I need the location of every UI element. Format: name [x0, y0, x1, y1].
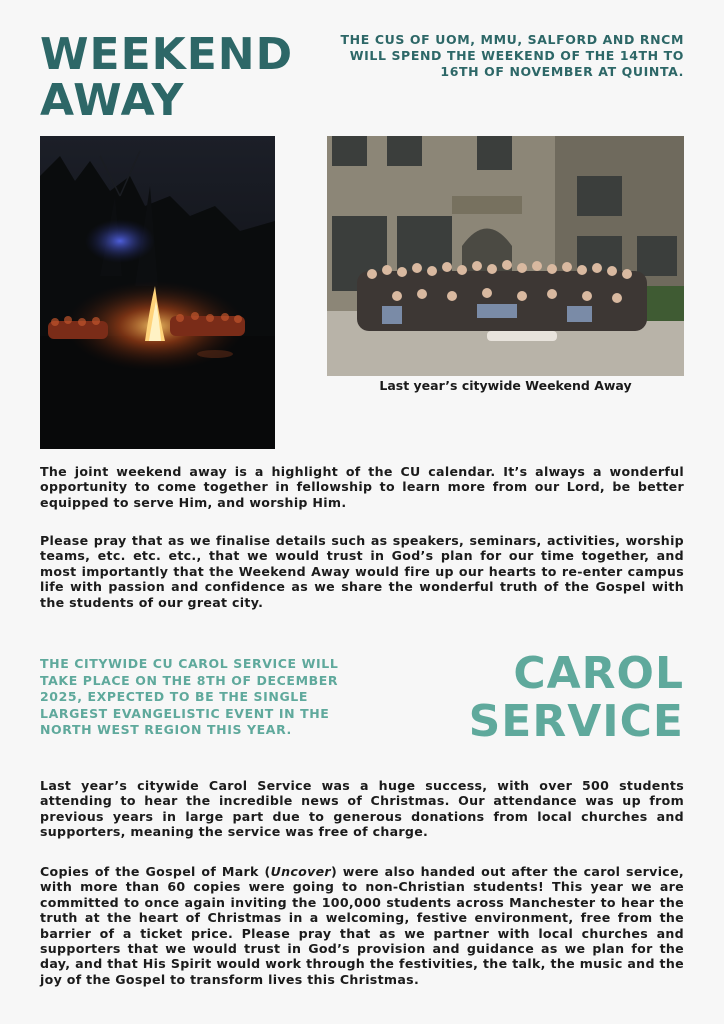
weekend-paragraph-1: The joint weekend away is a highlight of the CU calendar. It’s always a wonderful opportunity to come together in fellowship to learn more from our Lord, be better equipped to serve Him, and worship Him.: [40, 464, 684, 510]
group-photo: [327, 136, 684, 376]
bonfire-photo: [40, 136, 275, 449]
weekend-intro: THE CUS OF UOM, MMU, SALFORD AND RNCM WILL SPEND THE WEEKEND OF THE 14TH TO 16TH OF NOVEMBER AT QUINTA.: [340, 32, 684, 79]
carol-paragraph-2-start: Copies of the Gospel of Mark (: [40, 864, 271, 879]
carol-title-line2: SERVICE: [468, 696, 684, 747]
carol-paragraph-2-end: ) were also handed out after the carol service, with more than 60 copies were going to non-Christian students! This year we are committed to once again inviting the 100,000 students across Manchester to hear the truth at the heart of Christmas in a welcoming, festive environment, free from the barrier of a ticket price. Please pray that as we partner with local churches and supporters that we would trust in God’s provision and guidance as we plan for the day, and that His Spirit would work through the festivities, the talk, the music and the joy of the Gospel to transform lives this Christmas.: [40, 864, 684, 987]
carol-paragraph-1: Last year’s citywide Carol Service was a huge success, with over 500 students attending to hear the incredible news of Christmas. Our attendance was up from previous years in large part due to generous donations from local churches and supporters, meaning the service was free of charge.: [40, 778, 684, 840]
carol-service-title: [469, 650, 684, 746]
carol-intro: THE CITYWIDE CU CAROL SERVICE WILL TAKE PLACE ON THE 8TH OF DECEMBER 2025, EXPECTED TO BE THE SINGLE LARGEST EVANGELISTIC EVENT IN THE NORTH WEST REGION THIS YEAR.: [40, 656, 339, 738]
weekend-paragraph-2: Please pray that as we finalise details such as speakers, seminars, activities, worship teams, etc. etc. etc., that we would trust in God’s plan for our time together, and most importantly that the Weekend Away would fire up our hearts to re-enter campus life with passion and confidence as we share the wonderful truth of the Gospel with the students of our great city.: [40, 533, 684, 610]
uncover-title: Uncover: [270, 864, 331, 879]
photo-caption: Last year’s citywide Weekend Away: [379, 378, 632, 393]
weekend-title-line2: AWAY: [40, 75, 185, 126]
weekend-title-line1: WEEKEND: [40, 29, 294, 80]
carol-title-line1: CAROL: [513, 648, 684, 699]
weekend-away-title: [40, 29, 294, 126]
carol-paragraph-2: [40, 864, 684, 987]
